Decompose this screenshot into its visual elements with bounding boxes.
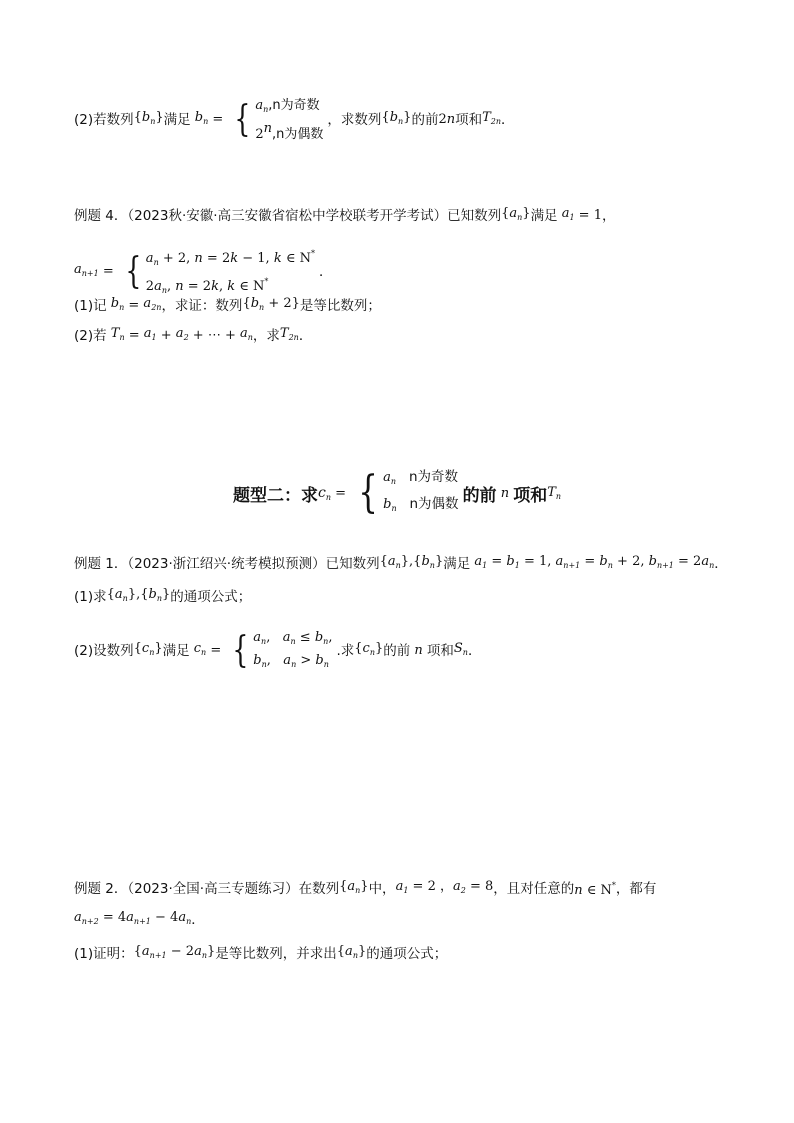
math-cn: $c_n$ [189, 641, 207, 657]
example2-header [74, 876, 656, 901]
example4-part2: (2)若 $T_n$ = $a_1$ + $a_2$ + ⋯ + $a_n$ ，求 $T_{2n}$ ． [74, 324, 312, 348]
example1-header [74, 552, 728, 576]
part1-prefix: (1)记 [74, 298, 107, 314]
math-cn-set: $\{c_n\}$ [133, 641, 163, 657]
piecewise-recurrence: { $a_n + 2$, n = 2k − 1, k ∈ N* $2a_n$, n = 2k, k ∈ N* [125, 249, 315, 295]
example4-part1: (1)记 $b_n$ = $a_{2n}$ ，求证：数列 $\{b_n + 2\}$ 是等比数列； [74, 294, 381, 318]
piecewise-cn-min: { $a_n$, $a_n \le b_n$, $b_n$, $a_n > b_n$ [232, 630, 333, 671]
example4-header: 例题 4．（2023秋·安徽·高三安徽省宿松中学校联考开学考试）已知数列 $\{a_n\}$ 满足 $a_1$ = 1 ， [74, 204, 615, 228]
part1-suffix: 是等比数列； [299, 298, 381, 314]
heading-case1: n为奇数 [408, 469, 458, 485]
heading-prefix: 题型二：求 [232, 485, 318, 506]
period: ． [318, 264, 333, 280]
example2-all: ，都有 [615, 880, 657, 897]
ex1-part2-find: .求 [336, 643, 355, 659]
ex2-part1-prefix: (1)证明： [74, 946, 134, 962]
heading-sum: 项和 [513, 485, 548, 506]
example4-label: 例题 4．（2023秋·安徽·高三安徽省宿松中学校联考开学考试）已知数列 [74, 208, 502, 224]
math-an-set: $\{a_n\}$ [501, 206, 531, 222]
part1-mid: ，求证：数列 [161, 298, 243, 314]
example2-and: ，且对任意的 [493, 880, 575, 897]
math-recurrence: $a_{n+2} = 4a_{n+1} - 4a_n$ [74, 910, 192, 926]
math-an1: $a_{n+1}$ [74, 262, 99, 278]
example1-satisfy: 满足 [443, 556, 471, 572]
example1-part2: (2)设数列 $\{c_n\}$ 满足 $c_n$ = { $a_n$, $a_n \le b_n$, $b_n$, $a_n > b_n$ .求 $\{c_n\}$ 的前 n 项和 $S_n$ ． [74, 628, 481, 674]
period: ． [501, 112, 515, 128]
math-an-bn-sets: $\{a_n\},\{b_n\}$ [379, 554, 444, 570]
example4-satisfy: 满足 [530, 208, 558, 224]
math-tn-sum: $T_n$ [106, 326, 125, 342]
ex1-part1-suffix: 的通项公式； [170, 589, 252, 605]
period: ． [467, 643, 482, 659]
math-t2n: $T_{2n}$ [482, 110, 502, 126]
example2-part1 [74, 942, 447, 966]
section-heading: 题型二：求 $c_n$ = { $a_n$ n为奇数 $b_n$ n为偶数 的前 n 项和 $T_n$ [232, 467, 562, 518]
piecewise-cn: { $a_n$ n为奇数 $b_n$ n为偶数 [358, 467, 459, 518]
q2-terms-sum: 项和 [455, 112, 483, 128]
q2-prefix: (2)若数列 [74, 112, 134, 128]
math-n-in-N: n ∈ N* [574, 881, 616, 898]
math-a1-a2: $a_1 = 2$ ，$a_2 = 8$ [395, 878, 494, 895]
example2-in: 中， [368, 880, 396, 897]
math-sn: $S_n$ [453, 641, 468, 657]
heading-front: 的前 [462, 485, 497, 506]
math-a1: $a_1$ [557, 206, 575, 222]
math-bn-set: $\{b_n\}$ [133, 110, 164, 126]
math-t2n: $T_{2n}$ [279, 326, 299, 342]
heading-case2: n为偶数 [409, 496, 459, 512]
math-bn-set-2: $\{b_n\}$ [381, 110, 412, 126]
math-an-bn-sets: $\{a_n\},\{b_n\}$ [106, 587, 171, 603]
piecewise-bn: { $a_n,n$为奇数 2$^n$,n为偶数 [234, 98, 324, 142]
comma: ， [601, 208, 616, 224]
q2-front: 的前 [411, 112, 439, 128]
math-bn: $b_n$ [190, 110, 209, 126]
part2-prefix: (2)若 [74, 328, 107, 344]
q2-top-line: (2)若数列 $\{b_n\}$ 满足 $b_n$ = { $a_n,n$为奇数 2$^n$,n为偶数 ，求数列 $\{b_n\}$ 的前 2n 项和 $T_{2n}$ ． [74, 98, 515, 142]
math-bn-def: $b_n$ [106, 296, 125, 312]
math-an-set-2: $\{a_n\}$ [336, 944, 367, 960]
ex2-part1-mid: 是等比数列，并求出 [215, 946, 337, 962]
part2-mid: ，求 [252, 328, 280, 344]
ex2-part1-suffix: 的通项公式； [366, 946, 448, 962]
example1-part1 [74, 585, 251, 609]
q2-satisfy: 满足 [163, 112, 191, 128]
ex1-part2-sum: 项和 [426, 643, 454, 659]
math-cn: $c_n$ [317, 484, 331, 502]
ex1-part2-prefix: (2)设数列 [74, 643, 134, 659]
example1-label: 例题 1．（2023·浙江绍兴·统考模拟预测）已知数列 [74, 556, 380, 572]
math-tn: $T_n$ [547, 485, 562, 501]
period: ． [714, 556, 728, 572]
math-an-set: $\{a_n\}$ [339, 878, 369, 895]
math-diff-set: $\{a_{n+1} - 2a_n\}$ [133, 944, 216, 960]
ex1-part2-front: 的前 [383, 643, 411, 659]
ex1-part1-prefix: (1)求 [74, 589, 107, 605]
period: ． [298, 328, 313, 344]
example2-recurrence [74, 908, 205, 932]
period: ． [191, 912, 205, 928]
math-initial-conds: $a_1 = b_1 = 1$, $a_{n+1} = b_n + 2$, $b_{n+1} = 2a_n$ [474, 554, 715, 570]
ex1-part2-satisfy: 满足 [162, 643, 190, 659]
math-2n: 2n [438, 112, 456, 127]
q2-find: ，求数列 [327, 112, 382, 128]
case2-cond: ,n为偶数 [272, 127, 324, 142]
case1-cond: ,n为奇数 [268, 98, 320, 113]
example2-label: 例题 2．（2023·全国·高三专题练习）在数列 [74, 880, 340, 897]
example4-recurrence: $a_{n+1}$ = { $a_n + 2$, n = 2k − 1, k ∈ N* $2a_n$, n = 2k, k ∈ N* ． [74, 244, 332, 300]
math-bn-plus2: $\{b_n + 2\}$ [242, 296, 300, 312]
math-cn-set-2: $\{c_n\}$ [354, 641, 384, 657]
